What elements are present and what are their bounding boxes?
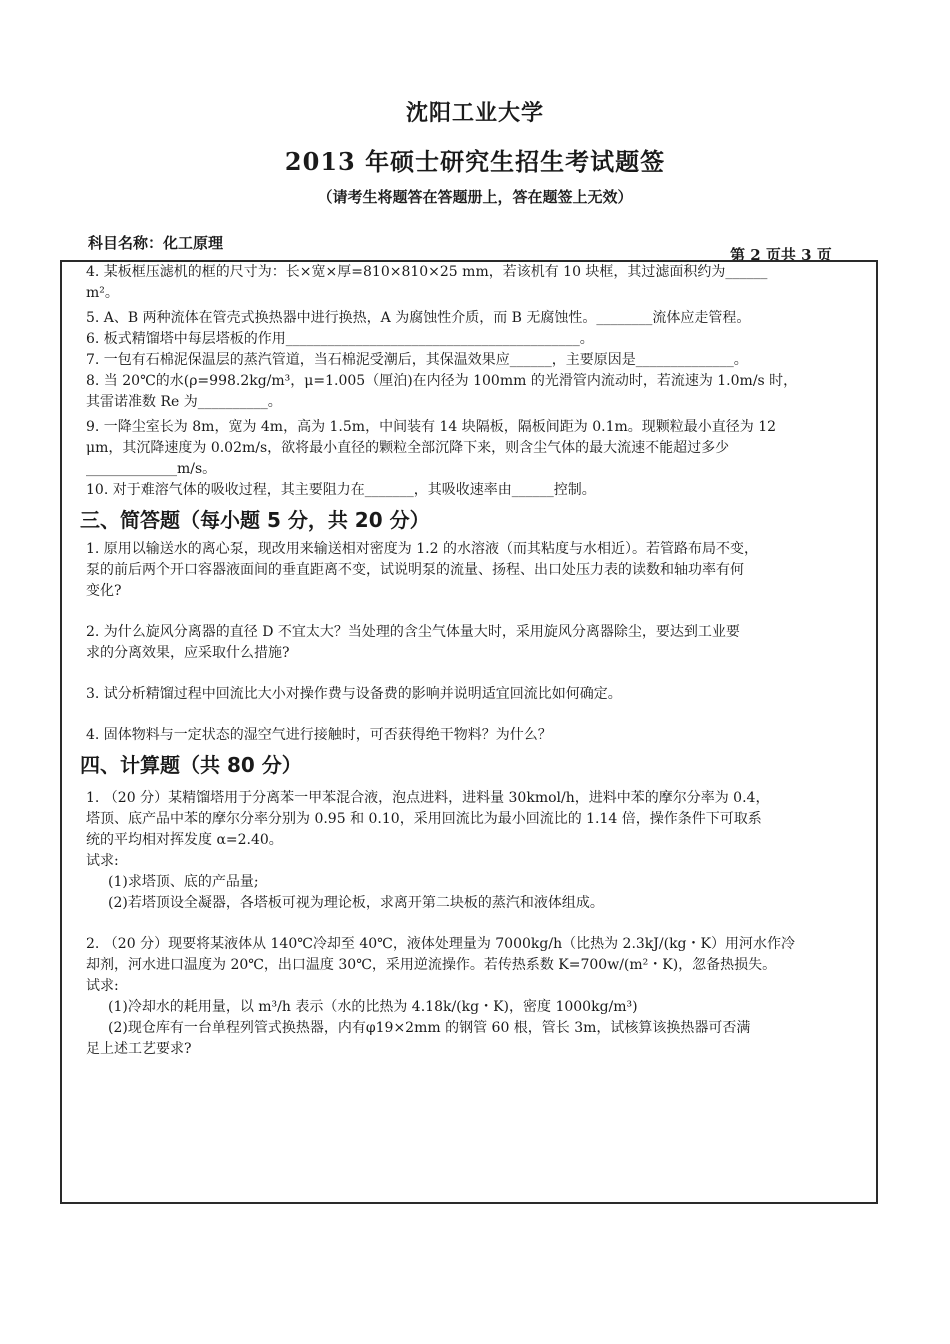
sub-question: (1)求塔顶、底的产品量; <box>108 874 259 890</box>
question-line: 足上述工艺要求? <box>86 1041 192 1057</box>
question-line: 1. （20 分）某精馏塔用于分离苯一甲苯混合液，泡点进料，进料量 30kmol/h，进料中苯的摩尔分率为 0.4， <box>86 790 770 806</box>
question-line: μm，其沉降速度为 0.02m/s，欲将最小直径的颗粒全部沉降下来，则含尘气体的最大流速不能超过多少 <box>86 440 730 456</box>
question-line: 试求: <box>86 853 119 869</box>
question-line: 5. A、B 两种流体在管壳式换热器中进行换热，A 为腐蚀性介质，而 B 无腐蚀性。________流体应走管程。 <box>86 310 751 326</box>
question-line: _____________m/s。 <box>86 461 217 477</box>
question-line: 试求: <box>86 978 119 994</box>
question-content <box>80 262 872 1060</box>
question-line: 8. 当 20℃的水(ρ=998.2kg/m³，μ=1.005（厘泊)在内径为 100mm 的光滑管内流动时，若流速为 1.0m/s 时， <box>86 373 798 389</box>
question-line: 却剂，河水进口温度为 20℃，出口温度 30℃，采用逆流操作。若传热系数 K=700w/(m²・K)，忽备热损失。 <box>86 957 777 973</box>
section-title-calculation: 四、计算题（共 80 分） <box>80 753 302 777</box>
question-line: 4. 某板框压滤机的框的尺寸为：长×宽×厚=810×810×25 mm，若该机有 10 块框，其过滤面积约为______ <box>86 264 768 280</box>
section-title-short-answer: 三、简答题（每小题 5 分，共 20 分） <box>80 508 430 532</box>
question-line: 塔顶、底产品中苯的摩尔分率分别为 0.95 和 0.10，采用回流比为最小回流比的 1.14 倍，操作条件下可取系 <box>86 811 762 827</box>
question-line: 1. 原用以输送水的离心泵，现改用来输送相对密度为 1.2 的水溶液（而其粘度与水相近）。若管路布局不变， <box>86 541 758 557</box>
question-line: 统的平均相对挥发度 α=2.40。 <box>86 832 283 848</box>
sub-question: (1)冷却水的耗用量，以 m³/h 表示（水的比热为 4.18k/(kg・K)，密度 1000kg/m³) <box>108 999 638 1015</box>
exam-title: 2013 年硕士研究生招生考试题签 <box>284 147 666 176</box>
answer-notice: （请考生将题答在答题册上，答在题签上无效） <box>317 188 633 206</box>
university-name: 沈阳工业大学 <box>405 100 544 126</box>
question-line: 3. 试分析精馏过程中回流比大小对操作费与设备费的影响并说明适宜回流比如何确定。 <box>86 686 622 702</box>
page-number: 第 2 页共 3 页 <box>730 246 832 264</box>
question-line: 其雷诺准数 Re 为__________。 <box>86 394 282 410</box>
fill-blank-questions <box>86 262 872 501</box>
question-line: m²。 <box>86 285 119 301</box>
question-line: 6. 板式精馏塔中每层塔板的作用__________________________________________。 <box>86 331 594 347</box>
question-line: 变化? <box>86 583 122 599</box>
question-line: 2. （20 分）现要将某液体从 140℃冷却至 40℃，液体处理量为 7000kg/h（比热为 2.3kJ/(kg・K）用河水作冷 <box>86 936 795 952</box>
subject-name: 科目名称：化工原理 <box>88 234 224 252</box>
question-line: 9. 一降尘室长为 8m，宽为 4m，高为 1.5m，中间装有 14 块隔板，隔板间距为 0.1m。现颗粒最小直径为 12 <box>86 419 777 435</box>
question-line: 泵的前后两个开口容器液面间的垂直距离不变，试说明泵的流量、扬程、出口处压力表的读数和轴功率有何 <box>86 562 744 578</box>
question-line: 10. 对于难溶气体的吸收过程，其主要阻力在_______，其吸收速率由______控制。 <box>86 482 596 498</box>
sub-question: (2)现仓库有一台单程列管式换热器，内有φ19×2mm 的钢管 60 根，管长 3m，试核算该换热器可否满 <box>108 1020 751 1036</box>
sub-question: (2)若塔顶设全凝器，各塔板可视为理论板，求离开第二块板的蒸汽和液体组成。 <box>108 895 604 911</box>
question-line: 7. 一包有石棉泥保温层的蒸汽管道，当石棉泥受潮后，其保温效果应______，主要原因是______________。 <box>86 352 748 368</box>
question-line: 2. 为什么旋风分离器的直径 D 不宜太大？当处理的含尘气体量大时，采用旋风分离器除尘，要达到工业要 <box>86 624 740 640</box>
question-line: 求的分离效果，应采取什么措施? <box>86 645 290 661</box>
question-line: 4. 固体物料与一定状态的湿空气进行接触时，可否获得绝干物料？为什么？ <box>86 727 552 743</box>
